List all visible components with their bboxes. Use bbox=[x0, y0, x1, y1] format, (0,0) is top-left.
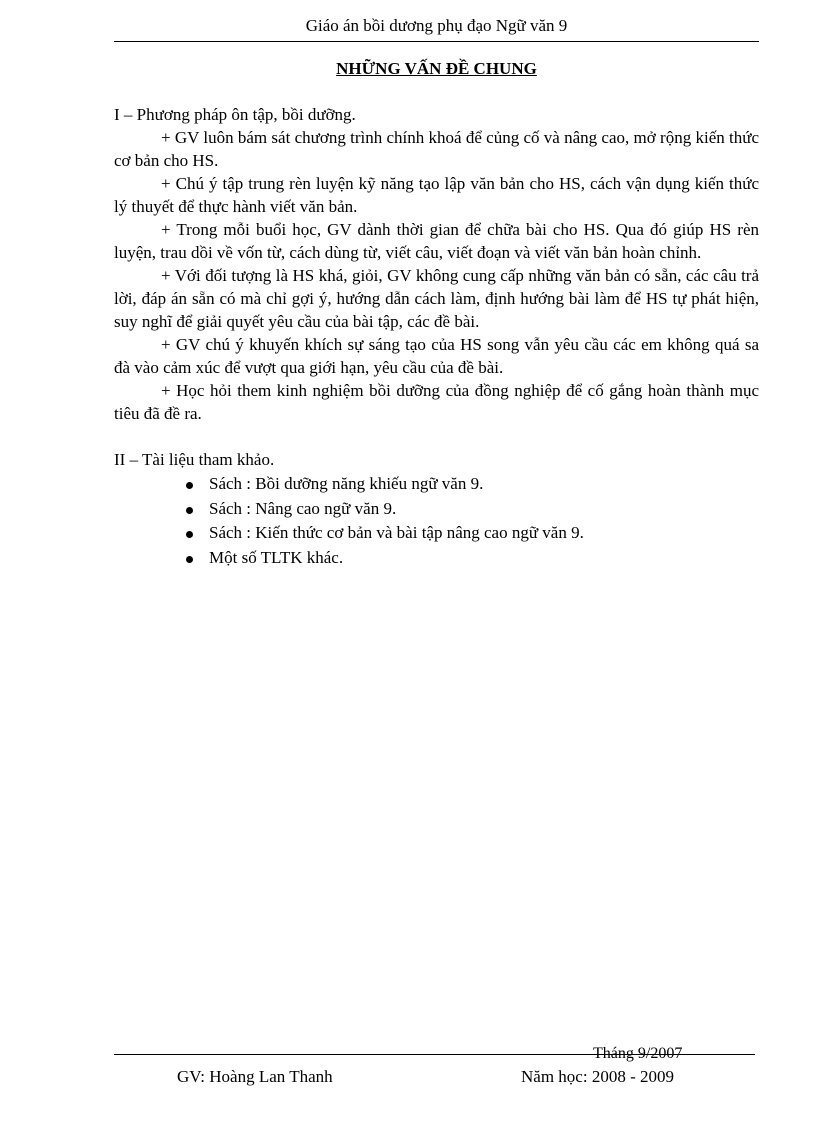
paragraph: + Học hỏi them kinh nghiệm bồi dưỡng của đồng nghiệp để cố gắng hoàn thành mục tiêu đã đề ra. bbox=[114, 381, 759, 423]
list-item bbox=[209, 521, 759, 546]
list-item-text: Một số TLTK khác. bbox=[209, 547, 344, 567]
footer-school-year: Năm học: 2008 - 2009 bbox=[521, 1067, 674, 1086]
list-item bbox=[209, 497, 759, 522]
document-title: NHỮNG VẤN ĐỀ CHUNG bbox=[336, 59, 537, 78]
list-item-text: Sách : Bồi dưỡng năng khiếu ngữ văn 9. bbox=[209, 474, 484, 493]
section-2-heading: II – Tài liệu tham khảo. bbox=[114, 450, 275, 469]
list-item bbox=[209, 546, 759, 571]
bullet-icon bbox=[186, 507, 193, 514]
section-1-heading: I – Phương pháp ôn tập, bồi dưỡng. bbox=[114, 105, 356, 124]
paragraph: + GV luôn bám sát chương trình chính khoá để củng cố và nâng cao, mở rộng kiến thức cơ bản cho HS. bbox=[114, 128, 759, 170]
bullet-icon bbox=[186, 556, 193, 563]
list-item bbox=[209, 472, 759, 497]
list-item-text: Sách : Kiến thức cơ bản và bài tập nâng cao ngữ văn 9. bbox=[209, 523, 584, 542]
footer-month: Tháng 9/2007 bbox=[593, 1045, 683, 1062]
bullet-icon bbox=[186, 531, 193, 538]
paragraph: + Trong mỗi buổi học, GV dành thời gian để chữa bài cho HS. Qua đó giúp HS rèn luyện, trau dồi về vốn từ, cách dùng từ, viết câu, viết đoạn và viết văn bản hoàn chỉnh. bbox=[114, 220, 759, 262]
paragraph: + Với đối tượng là HS khá, giỏi, GV không cung cấp những văn bản có sẵn, các câu trả lời, đáp án sẵn có mà chỉ gợi ý, hướng dẫn cách làm, định hướng bài làm để HS tự phát hiện, suy nghĩ để giải quyết yêu cầu của bài tập, các đề bài. bbox=[114, 266, 759, 331]
section-spacer bbox=[114, 425, 759, 448]
page-header-title: Giáo án bồi dương phụ đạo Ngữ văn 9 bbox=[305, 16, 568, 35]
footer-teacher: GV: Hoàng Lan Thanh bbox=[177, 1067, 333, 1086]
bullet-icon bbox=[186, 482, 193, 489]
list-item-text: Sách : Nâng cao ngữ văn 9. bbox=[209, 498, 397, 518]
document-body bbox=[114, 103, 759, 570]
header-divider bbox=[114, 41, 759, 42]
footer-divider bbox=[114, 1054, 755, 1055]
reference-list bbox=[114, 472, 759, 570]
paragraph: + GV chú ý khuyến khích sự sáng tạo của HS song vẫn yêu cầu các em không quá sa đà vào cảm xúc để vượt qua giới hạn, yêu cầu của đề bài. bbox=[114, 335, 759, 377]
paragraph: + Chú ý tập trung rèn luyện kỹ năng tạo lập văn bản cho HS, cách vận dụng kiến thức lý thuyết để thực hành viết văn bản. bbox=[114, 174, 759, 216]
